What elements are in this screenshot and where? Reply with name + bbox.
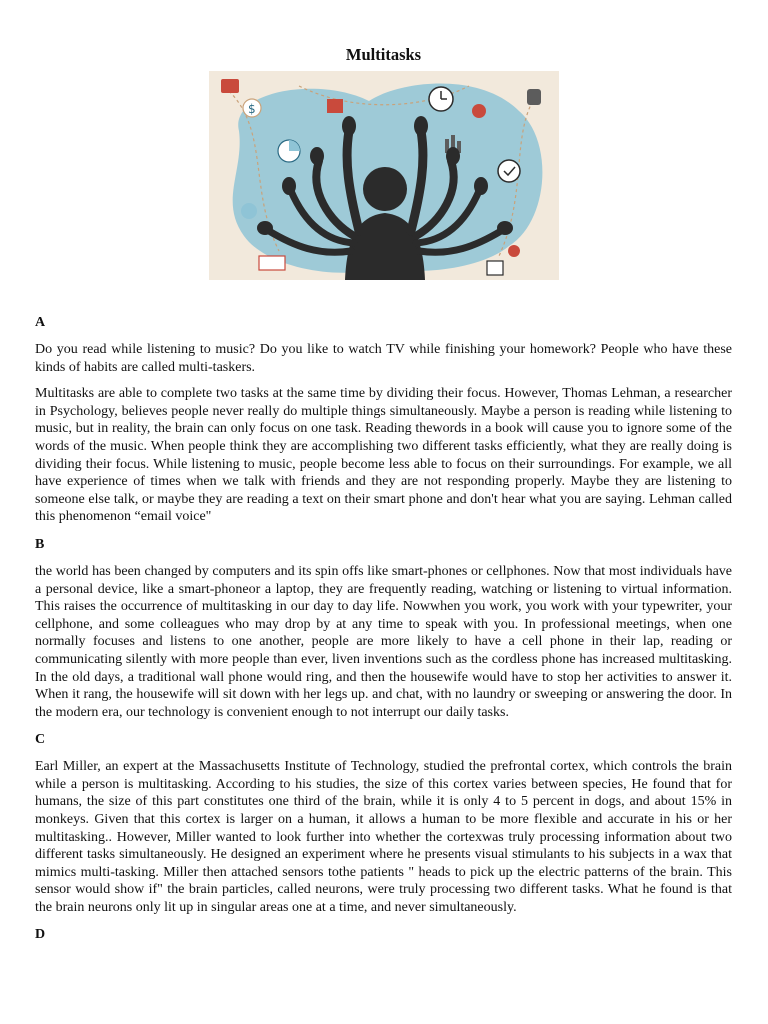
document-page xyxy=(35,44,732,943)
section-a-paragraph-1: Do you read while listening to music? Do you like to watch TV while finishing your homework? People who have these kinds of habits are called multi-taskers. xyxy=(35,342,732,375)
section-d-heading: D xyxy=(35,926,46,942)
section-b-paragraph-1: the world has been changed by computers and its spin offs like smart-phones or cellphones. Now that most individuals have a personal device, like a smart-phoneor a laptop, they are frequently reading, watching or listening to virtual information. This raises the occurrence of multitasking in our day to day life. Nowwhen you work, you work with your typewriter, your cellphone, and some colleagues who may drop by at any time to speak with you. In professional meetings, when one normally focuses and listens to one another, people are more likely to have a cell phone in their lap, reading or communicating silently with more people than ever, liven inventions such as the cordless phone has increased multitasking. In the old days, a traditional wall phone would ring, and then the housewife would have to stop her activities to answer it. When it rang, the housewife will sit down with her legs up. and chat, with no laundry or sweeping or answering the door. In the modern era, our technology is convenient enough to not interrupt our daily tasks. xyxy=(35,563,732,720)
section-c-heading: C xyxy=(35,732,46,748)
multitasking-illustration xyxy=(209,71,559,280)
section-b-heading: B xyxy=(35,536,45,552)
section-a-paragraph-2: Multitasks are able to complete two tasks at the same time by dividing their focus. However, Thomas Lehman, a researcher in Psychology, believes people never really do multiple things simultaneously. Maybe a person is reading while listening to music, but in reality, the brain can only focus on one task. Reading thewords in a book will cause you to ignore some of the words of the music. When people think they are accomplishing two different tasks efficiently, what they are really doing is dividing their focus. While listening to music, people become less able to focus on their surroundings. For example, we all have experience of times when we talk with friends and they are not responding properly. Maybe they are listening to someone else talk, or maybe they are reading a text on their smart phone and don't hear what you are saying. Lehman called this phenomenon “email voice" xyxy=(35,386,732,525)
svg-text:$: $ xyxy=(247,102,256,116)
section-c-paragraph-1: Earl Miller, an expert at the Massachusetts Institute of Technology, studied the prefrontal cortex, which controls the brain while a person is multitasking. According to his studies, the size of this cortex varies between species, He found that for humans, the size of this part constitutes one third of the brain, while it is only 4 to 5 percent in dogs, and about 15% in monkeys. Given that this cortex is larger on a human, it allows a human to be more flexible and accurate in his or her multitasking.. However, Miller wanted to look further into whether the cortexwas truly processing information about two different tasks simultaneously. He designed an experiment where he presents visual stimulants to his subjects in a wax that mimics multi-tasking. Miller then attached sensors tothe patients " heads to pick up the electric patterns of the brain. This sensor would show if" the brain particles, called neurons, were truly processing two different tasks. What he found is that the brain neurons only lit up in singular areas one at a time, and never simultaneously. xyxy=(35,759,732,916)
document-title: Multitasks xyxy=(345,45,422,64)
multitasking-person-illustration-icon xyxy=(209,71,559,280)
section-a-heading: A xyxy=(35,315,46,330)
